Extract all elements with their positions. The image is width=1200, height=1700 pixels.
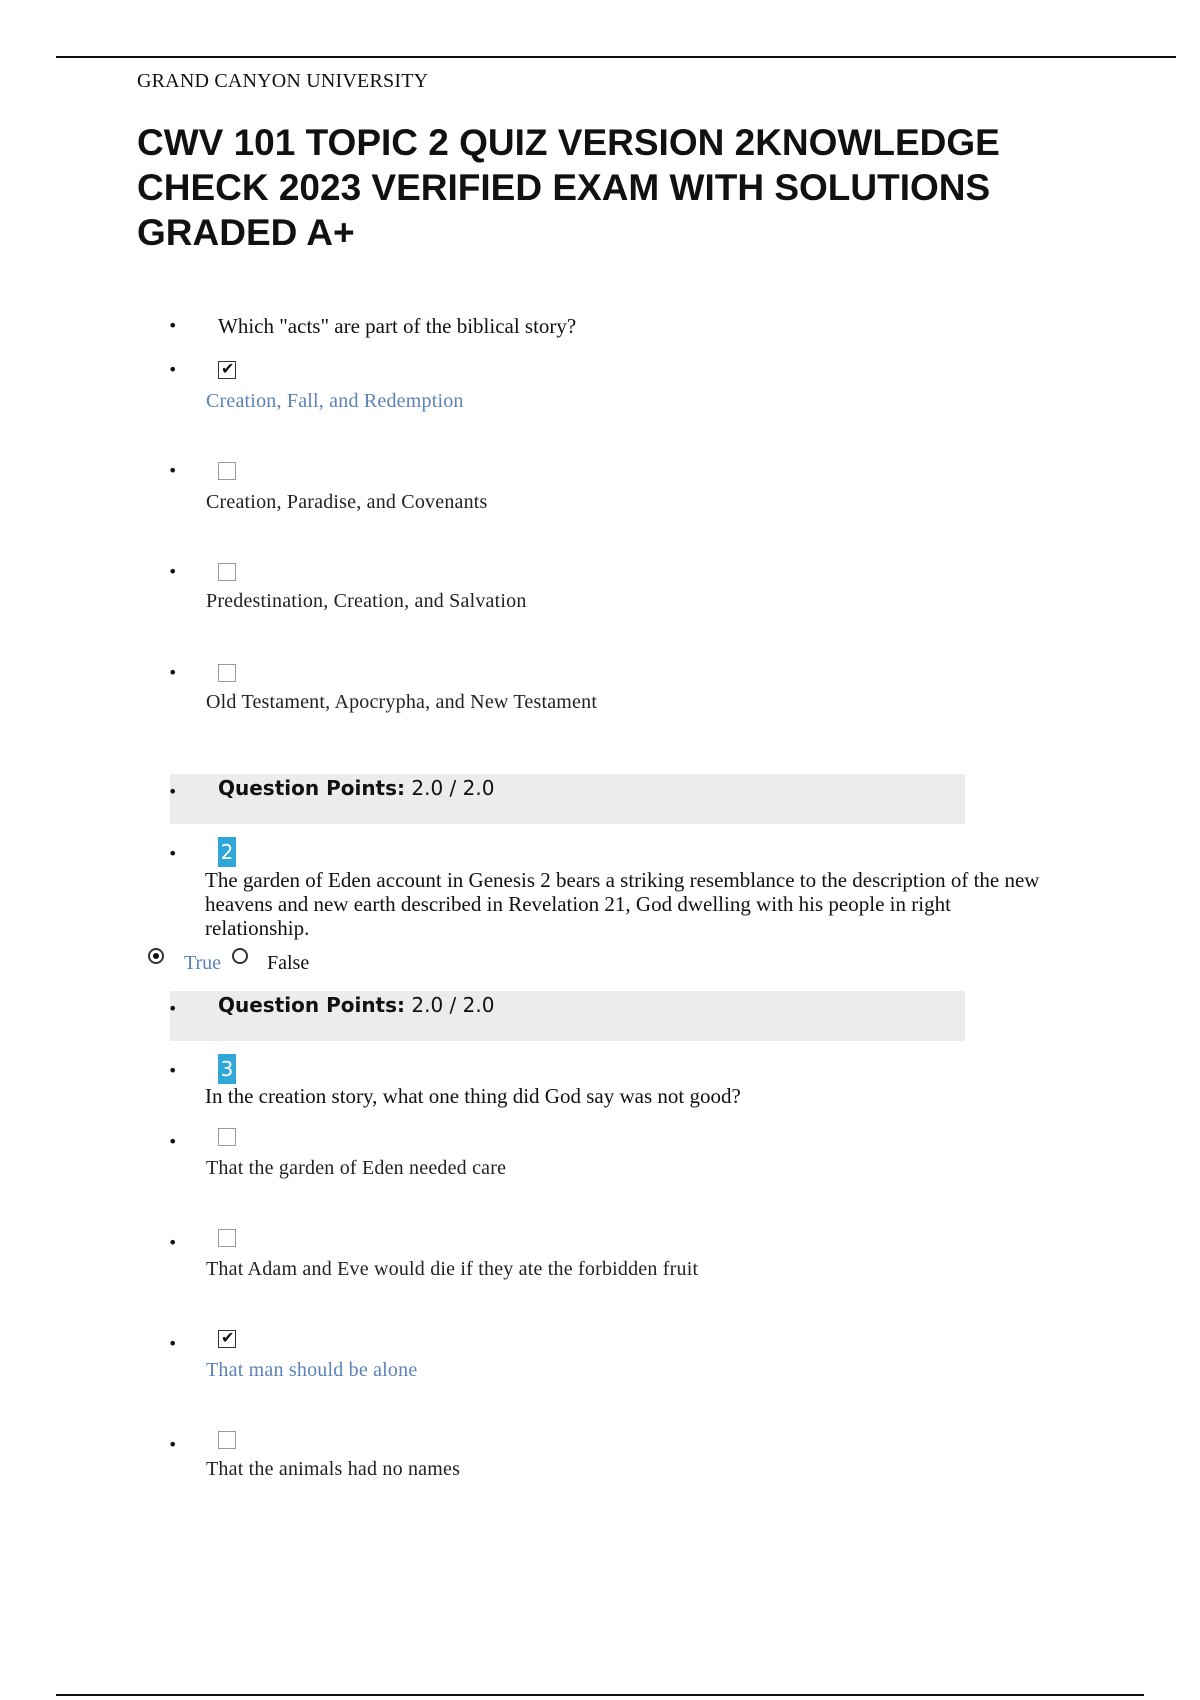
question-2-text: The garden of Eden account in Genesis 2 bears a striking resemblance to the description of the new heavens and new earth described in Revelation 21, God dwelling with his people in right relationship. xyxy=(205,868,1040,940)
points-label: Question Points: xyxy=(218,776,406,800)
question-3-text: In the creation story, what one thing did God say was not good? xyxy=(205,1084,741,1108)
question-points-bar xyxy=(170,991,965,1041)
q1-option-1-checkbox[interactable] xyxy=(218,361,236,379)
q1-option-3-checkbox[interactable] xyxy=(218,563,236,581)
false-label: False xyxy=(267,952,310,974)
q1-option-4-checkbox[interactable] xyxy=(218,664,236,682)
q1-option-2-label: Creation, Paradise, and Covenants xyxy=(206,491,488,513)
points-label: Question Points: xyxy=(218,993,406,1017)
false-radio[interactable] xyxy=(232,948,248,964)
bullet: • xyxy=(168,663,178,682)
bullet: • xyxy=(168,1061,178,1080)
document-title: CWV 101 TOPIC 2 QUIZ VERSION 2KNOWLEDGE CHECK 2023 VERIFIED EXAM WITH SOLUTIONS GRADED A+ xyxy=(137,122,1000,253)
bullet: • xyxy=(168,1435,178,1454)
true-label: True xyxy=(184,952,222,974)
bullet: • xyxy=(168,1233,178,1252)
bullet: • xyxy=(168,1334,178,1353)
q3-option-1-checkbox[interactable] xyxy=(218,1128,236,1146)
q3-option-2-checkbox[interactable] xyxy=(218,1229,236,1247)
points-value: 2.0 / 2.0 xyxy=(411,993,495,1017)
q3-option-3-label: That man should be alone xyxy=(206,1359,418,1381)
question-3-number: 3 xyxy=(218,1054,236,1084)
q3-option-4-checkbox[interactable] xyxy=(218,1431,236,1449)
bullet: • xyxy=(168,360,178,379)
top-rule xyxy=(56,56,1176,58)
bullet: • xyxy=(168,562,178,581)
q1-option-1-label: Creation, Fall, and Redemption xyxy=(206,390,464,412)
q3-option-4-label: That the animals had no names xyxy=(206,1458,461,1480)
q3-option-3-checkbox[interactable] xyxy=(218,1330,236,1348)
bullet: • xyxy=(168,844,178,863)
question-2-number: 2 xyxy=(218,837,236,867)
points-value: 2.0 / 2.0 xyxy=(411,776,495,800)
bullet: • xyxy=(168,782,178,801)
q1-option-4-label: Old Testament, Apocrypha, and New Testament xyxy=(206,691,598,713)
q3-option-2-label: That Adam and Eve would die if they ate the forbidden fruit xyxy=(206,1258,699,1280)
check-mark-icon: ✔ xyxy=(221,359,235,378)
check-mark-icon: ✔ xyxy=(221,1328,235,1347)
bullet: • xyxy=(168,316,178,335)
question-points-bar xyxy=(170,774,965,824)
q3-option-1-label: That the garden of Eden needed care xyxy=(206,1157,507,1179)
university-name: GRAND CANYON UNIVERSITY xyxy=(137,70,429,92)
true-radio[interactable] xyxy=(148,948,164,964)
bullet: • xyxy=(168,1132,178,1151)
bottom-rule xyxy=(56,1694,1144,1696)
q1-option-3-label: Predestination, Creation, and Salvation xyxy=(206,590,527,612)
q1-option-2-checkbox[interactable] xyxy=(218,462,236,480)
bullet: • xyxy=(168,461,178,480)
question-1-text: Which "acts" are part of the biblical story? xyxy=(218,314,577,338)
bullet: • xyxy=(168,999,178,1018)
